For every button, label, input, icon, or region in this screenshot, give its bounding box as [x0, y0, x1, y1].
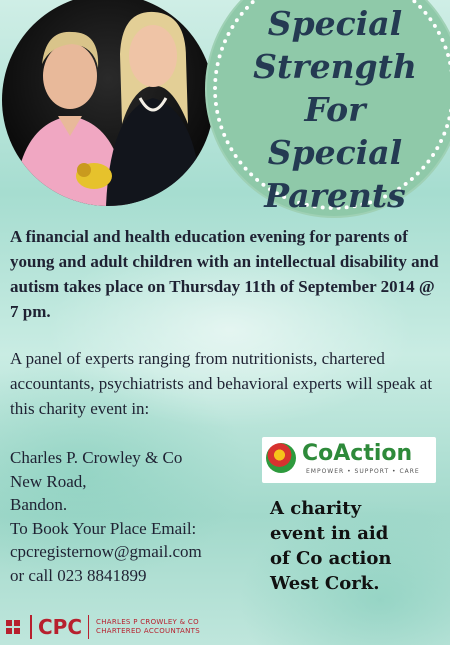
charity-line: of Co action [270, 548, 392, 569]
title-line: Special [267, 133, 403, 172]
charity-line: A charity [270, 498, 362, 519]
cpc-squares-icon [6, 620, 20, 634]
charity-note [270, 496, 391, 596]
venue-street: New Road, [10, 471, 87, 491]
coaction-tagline: EMPOWER • SUPPORT • CARE [306, 468, 420, 475]
page-margin [450, 0, 456, 645]
cpc-abbreviation: CPC [38, 615, 83, 639]
presenters-illustration [2, 0, 214, 206]
presenters-photo [2, 0, 214, 206]
venue-and-booking [10, 446, 202, 587]
title-line: Special [267, 4, 403, 43]
event-description: A financial and health education evening for parents of young and adult children with an intellectual disability and autism takes place on Thursday 11th of September 2014 @ 7 pm. [10, 227, 439, 321]
booking-label: To Book Your Place Email: [10, 518, 197, 538]
venue-town: Bandon. [10, 495, 68, 514]
cpc-divider [88, 615, 89, 639]
booking-phone[interactable]: or call 023 8841899 [10, 565, 147, 585]
poster-title [230, 2, 440, 217]
coaction-emblem-icon [266, 443, 296, 473]
cpc-firm-name [96, 618, 200, 636]
panel-description: A panel of experts ranging from nutritionists, chartered accountants, psychiatrists and behavioral experts will speak at this charity event in: [10, 349, 433, 418]
cpc-logo [6, 612, 206, 642]
charity-line: event in aid [270, 523, 389, 544]
title-line: Strength For [253, 47, 417, 129]
venue-name: Charles P. Crowley & Co [10, 448, 183, 467]
cpc-name-line: CHARLES P CROWLEY & CO [96, 618, 199, 626]
cpc-name-line: CHARTERED ACCOUNTANTS [96, 627, 200, 635]
charity-line: West Cork. [270, 573, 380, 594]
booking-email[interactable]: cpcregisternow@gmail.com [10, 542, 202, 561]
coaction-logo [262, 437, 436, 483]
coaction-name: CoAction [302, 441, 413, 466]
cpc-divider [30, 615, 32, 639]
title-line: Parents [264, 176, 406, 215]
